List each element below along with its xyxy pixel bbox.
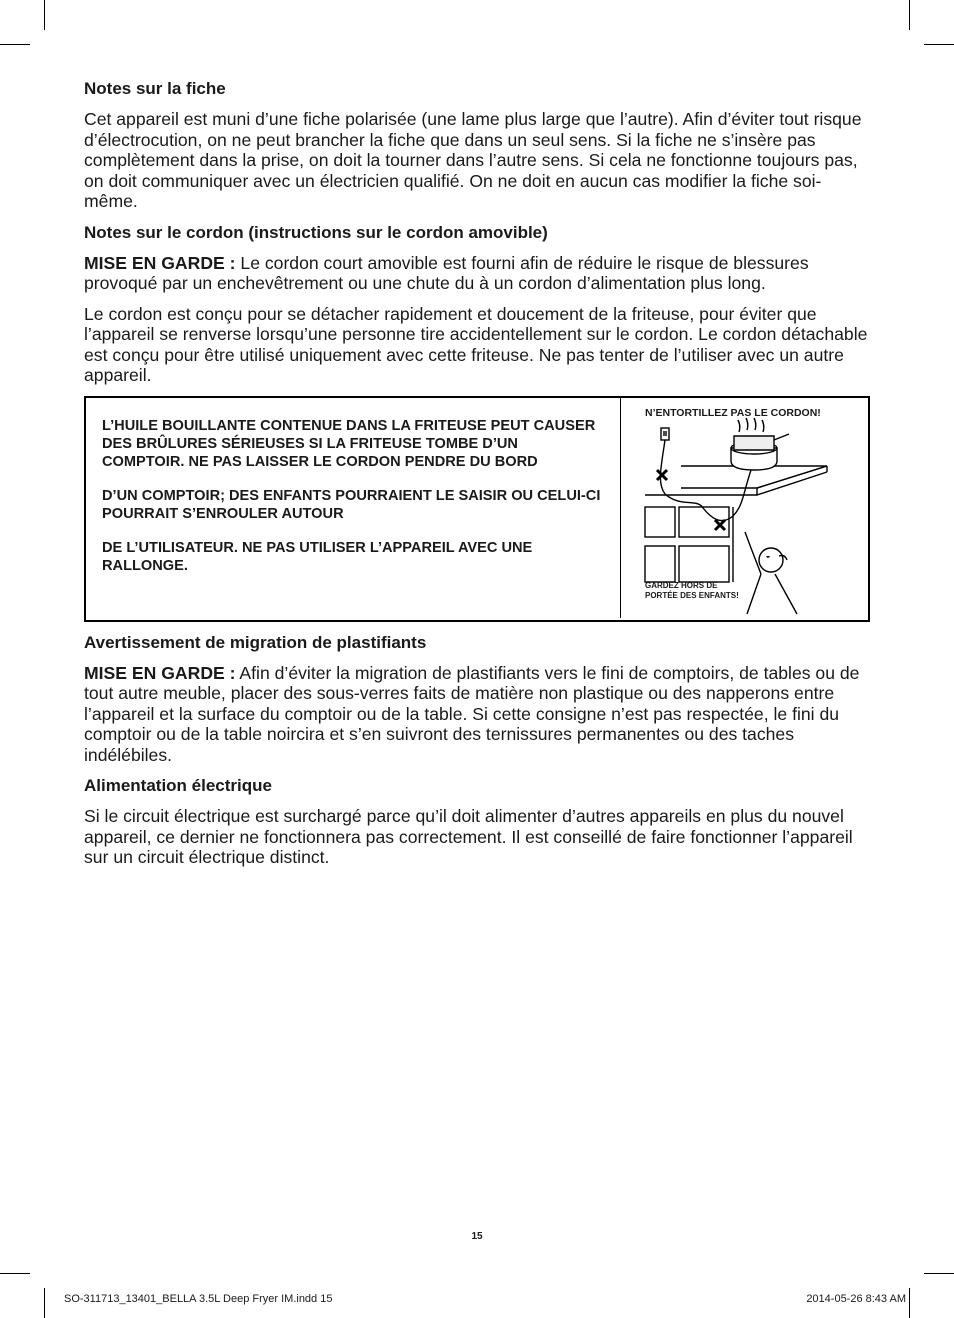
plasticizer-caution	[84, 663, 870, 766]
warning-box	[84, 396, 870, 622]
crop-mark	[924, 1273, 954, 1274]
caution-text: Le cordon court amovible est fourni afin de réduire le risque de blessures provoqué par un enchevêtrement ou une chute du à un cordon d’alimentation plus long.	[84, 252, 809, 293]
warning-line: D’UN COMPTOIR; DES ENFANTS POURRAIENT LE SAISIR OU CELUI-CI POURRAIT S’ENROULER AUTOUR	[102, 487, 601, 523]
page-content	[84, 78, 870, 878]
outlet-icon	[661, 428, 669, 440]
illustration-title: N’ENTORTILLEZ PAS LE CORDON!	[645, 406, 821, 419]
slug-date: 2014-05-26 8:43 AM	[806, 1293, 906, 1305]
crop-mark	[924, 44, 954, 45]
crop-mark	[0, 1273, 30, 1274]
illustration-note: GARDEZ HORS DE PORTÉE DES ENFANTS!	[645, 580, 739, 600]
crop-mark	[0, 44, 30, 45]
cord-caution	[84, 253, 870, 294]
caution-label: MISE EN GARDE :	[84, 662, 236, 683]
power-heading: Alimentation électrique	[84, 776, 272, 795]
power-text: Si le circuit électrique est surchargé parce qu’il doit alimenter d’autres appareils en plus du nouvel appareil, ce dernier ne fonctionnera pas correctement. Il est conseillé de faire fonctionner l’appareil sur un circuit électrique distinct.	[84, 806, 853, 867]
plug-text: Cet appareil est muni d’une fiche polarisée (une lame plus large que l’autre). Afin d’éviter tout risque d’électrocution, on ne peut brancher la fiche que dans un seul sens. Si la fiche ne s’insère pas complètement dans la prise, on doit la tourner dans l’autre sens. Si cela ne fonctionne toujours pas, on doit communiquer avec un électricien qualifié. On ne doit en aucun cas modifier la fiche soi-même.	[84, 109, 862, 211]
plasticizer-heading: Avertissement de migration de plastifiants	[84, 632, 427, 652]
caution-text: Afin d’éviter la migration de plastifiants vers le fini de comptoirs, de tables ou de tout autre meuble, placer des sous-verres faits de matière non plastique ou des napperons entre l’appareil et la surface du comptoir ou de la table. Si cette consigne n’est pas respectée, le fini du comptoir ou de la table noircira et s’en suivront des ternissures permanentes ou des taches indélébiles.	[84, 662, 860, 765]
warning-line: DE L’UTILISATEUR. NE PAS UTILISER L’APPAREIL AVEC UNE RALLONGE.	[102, 539, 533, 574]
warning-line: L’HUILE BOUILLANTE CONTENUE DANS LA FRITEUSE PEUT CAUSER DES BRÛLURES SÉRIEUSES SI LA FRITEUSE TOMBE D’UN COMPTOIR. NE PAS LAISSER LE CORDON PENDRE DU BORD	[102, 417, 596, 471]
warning-text	[102, 417, 602, 591]
crop-mark	[909, 0, 910, 30]
cord-text: Le cordon est conçu pour se détacher rapidement et doucement de la friteuse, pour éviter que l’appareil se renverse lorsqu’une personne tire accidentellement sur le cordon. Le cordon détachable est conçu pour être utilisé uniquement avec cette friteuse. Ne pas tenter de l’utiliser avec un autre appareil.	[84, 303, 868, 385]
fryer-illustration	[621, 398, 870, 618]
page-number: 15	[471, 1231, 483, 1242]
cord-heading: Notes sur le cordon (instructions sur le cordon amovible)	[84, 222, 548, 242]
slug-filename: SO-311713_13401_BELLA 3.5L Deep Fryer IM.indd 15	[64, 1293, 333, 1305]
caution-label: MISE EN GARDE :	[84, 252, 236, 273]
crop-mark	[44, 0, 45, 30]
plug-heading: Notes sur la fiche	[84, 79, 226, 98]
crop-mark	[909, 1288, 910, 1318]
crop-mark	[44, 1288, 45, 1318]
